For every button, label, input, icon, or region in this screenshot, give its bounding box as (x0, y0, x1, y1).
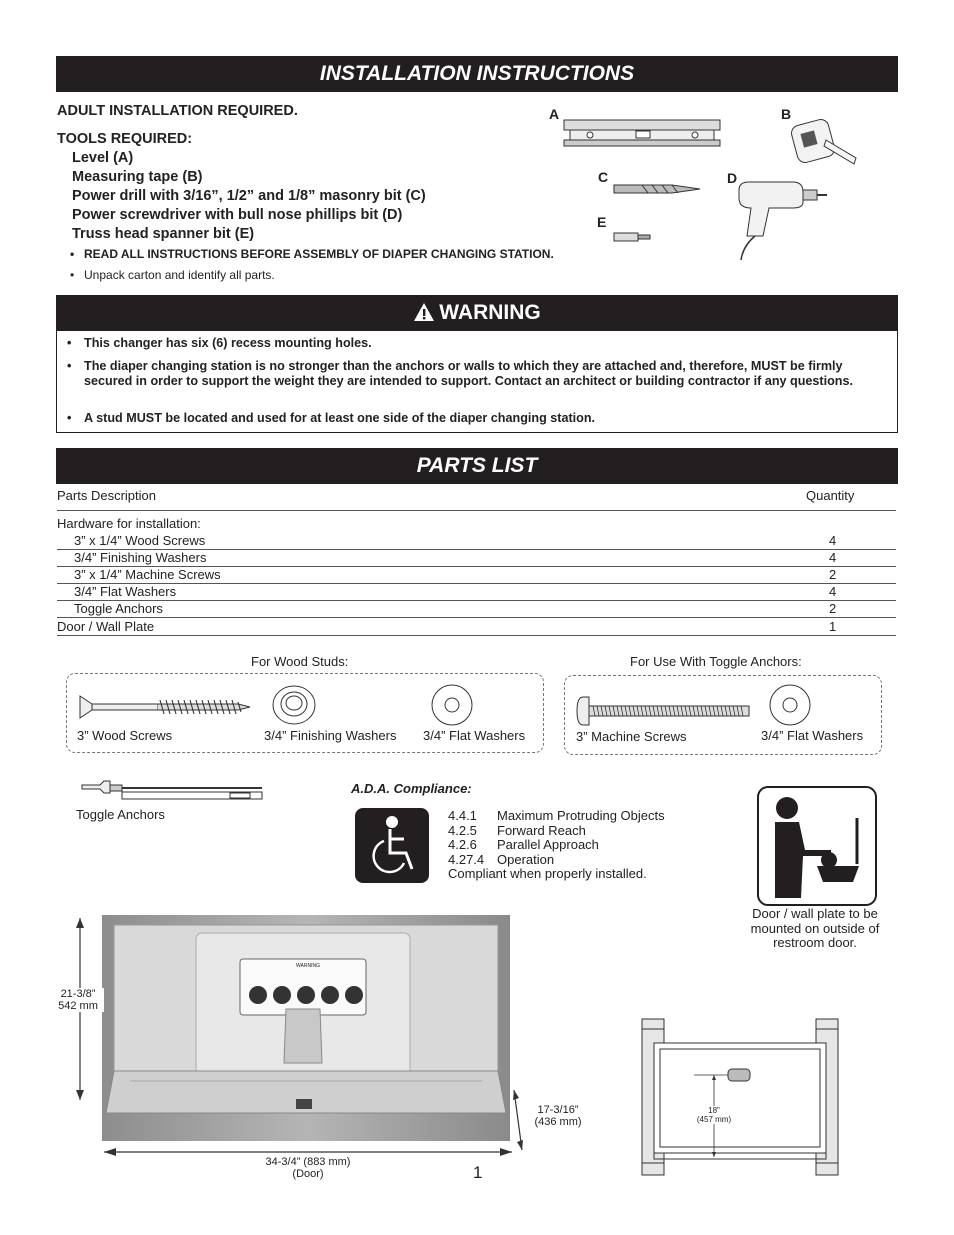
warning-triangle-icon (413, 302, 435, 322)
parts-list-title: PARTS LIST (56, 448, 898, 484)
ada-note: Compliant when properly installed. (448, 866, 647, 881)
ada-heading: A.D.A. Compliance: (351, 781, 472, 796)
baby-changing-pictogram (757, 786, 877, 906)
door-plate-caption: Door / wall plate to be mounted on outside of restroom door. (750, 906, 880, 950)
read-bullet-text: READ ALL INSTRUCTIONS BEFORE ASSEMBLY OF DIAPER CHANGING STATION. (84, 247, 554, 261)
parts-row (57, 532, 896, 549)
tool-item: Measuring tape (B) (72, 169, 203, 185)
mounting-diagram (640, 1017, 840, 1177)
power-screwdriver-icon (733, 180, 828, 262)
wheelchair-icon (354, 807, 430, 884)
parts-row (57, 600, 896, 617)
tool-item: Power screwdriver with bull nose phillips bit (D) (72, 207, 403, 223)
tool-letter-c: C (598, 169, 609, 185)
warning-item: • This changer has six (6) recess mounting holes. (67, 336, 372, 350)
tool-letter-a: A (549, 106, 560, 122)
warning-item: • A stud MUST be located and used for at least one side of the diaper changing station. (67, 411, 596, 425)
part-qty: 2 (829, 567, 837, 582)
col-quantity: Quantity (806, 488, 855, 503)
mount-height-label: 18" (457 mm) (692, 1106, 736, 1124)
finishing-washers-label: 3/4” Finishing Washers (264, 728, 397, 743)
parts-row (57, 566, 896, 583)
tool-item: Truss head spanner bit (E) (72, 226, 255, 242)
toggle-anchor-icon (80, 779, 266, 803)
tools-heading: TOOLS REQUIRED: (57, 131, 193, 147)
toggle-anchors-label: Toggle Anchors (76, 807, 165, 822)
warning-title: WARNING (439, 301, 541, 324)
finishing-washer-icon (271, 685, 317, 725)
warning-box (56, 330, 898, 433)
read-bullet: • READ ALL INSTRUCTIONS BEFORE ASSEMBLY OF DIAPER CHANGING STATION. (70, 247, 554, 261)
part-qty: 1 (829, 619, 837, 634)
parts-group-label: Hardware for installation: (57, 516, 201, 531)
flat-washers-label: 3/4” Flat Washers (761, 728, 864, 743)
parts-row (57, 583, 896, 600)
part-desc: 3/4” Finishing Washers (74, 550, 207, 565)
tools-list (72, 149, 426, 244)
machine-screws-label: 3” Machine Screws (576, 729, 687, 744)
part-desc: 3” x 1/4” Machine Screws (74, 567, 221, 582)
wood-studs-heading: For Wood Studs: (251, 654, 349, 669)
part-qty: 4 (829, 584, 837, 599)
depth-dimension-line (508, 1088, 528, 1152)
part-qty: 4 (829, 550, 837, 565)
flat-washer-icon (767, 684, 813, 726)
installation-title: INSTALLATION INSTRUCTIONS (56, 56, 898, 92)
tool-letter-d: D (727, 170, 738, 186)
ada-item: 4.2.5 Forward Reach (448, 822, 586, 838)
width-dimension-label: 34-3/4” (883 mm) (Door) (265, 1156, 351, 1180)
warning-item: • The diaper changing station is no stronger than the anchors or walls to which they are attached and, therefore, MUST be firmly secured in order to support the weight they are intended to support. Contact an architect or building contractor if any questions. (67, 359, 853, 388)
measuring-tape-icon (790, 118, 860, 170)
flat-washers-label: 3/4” Flat Washers (423, 728, 526, 743)
tool-item: Level (A) (72, 150, 134, 166)
changer-label-warning: WARNING (296, 963, 320, 969)
warning-banner (56, 295, 898, 331)
depth-dimension-label: 17-3/16” (436 mm) (534, 1104, 582, 1128)
ada-list (448, 809, 665, 882)
ada-item: 4.4.1 Maximum Protruding Objects (448, 808, 665, 823)
parts-row (57, 549, 896, 566)
tool-letter-b: B (781, 106, 792, 122)
height-dimension-label: 21-3/8” 542 mm (52, 988, 104, 1012)
unpack-bullet-text: Unpack carton and identify all parts. (84, 268, 275, 282)
ada-item: 4.2.6 Parallel Approach (448, 837, 599, 852)
toggle-anchors-heading: For Use With Toggle Anchors: (630, 654, 802, 669)
adult-notice: ADULT INSTALLATION REQUIRED. (57, 103, 298, 119)
machine-screw-icon (575, 693, 753, 729)
part-desc: 3/4” Flat Washers (74, 584, 177, 599)
col-description: Parts Description (57, 488, 156, 503)
spanner-bit-icon (612, 229, 652, 245)
wood-screws-label: 3” Wood Screws (77, 728, 173, 743)
unpack-bullet: • Unpack carton and identify all parts. (70, 268, 275, 282)
parts-row (57, 618, 896, 635)
page-number: 1 (473, 1163, 483, 1182)
level-icon (560, 116, 725, 150)
tool-item: Power drill with 3/16”, 1/2” and 1/8” masonry bit (C) (72, 188, 426, 204)
wood-screw-icon (78, 694, 253, 720)
header-rule (57, 510, 896, 511)
part-qty: 4 (829, 533, 837, 548)
part-desc: 3” x 1/4” Wood Screws (74, 533, 206, 548)
diaper-station-drawing (100, 913, 512, 1143)
flat-washer-icon (429, 684, 475, 726)
ada-item: 4.27.4 Operation (448, 851, 555, 867)
tool-letter-e: E (597, 214, 607, 230)
part-desc: Door / Wall Plate (57, 619, 155, 634)
drill-bit-icon (612, 183, 702, 195)
part-qty: 2 (829, 601, 837, 616)
part-desc: Toggle Anchors (74, 601, 163, 616)
